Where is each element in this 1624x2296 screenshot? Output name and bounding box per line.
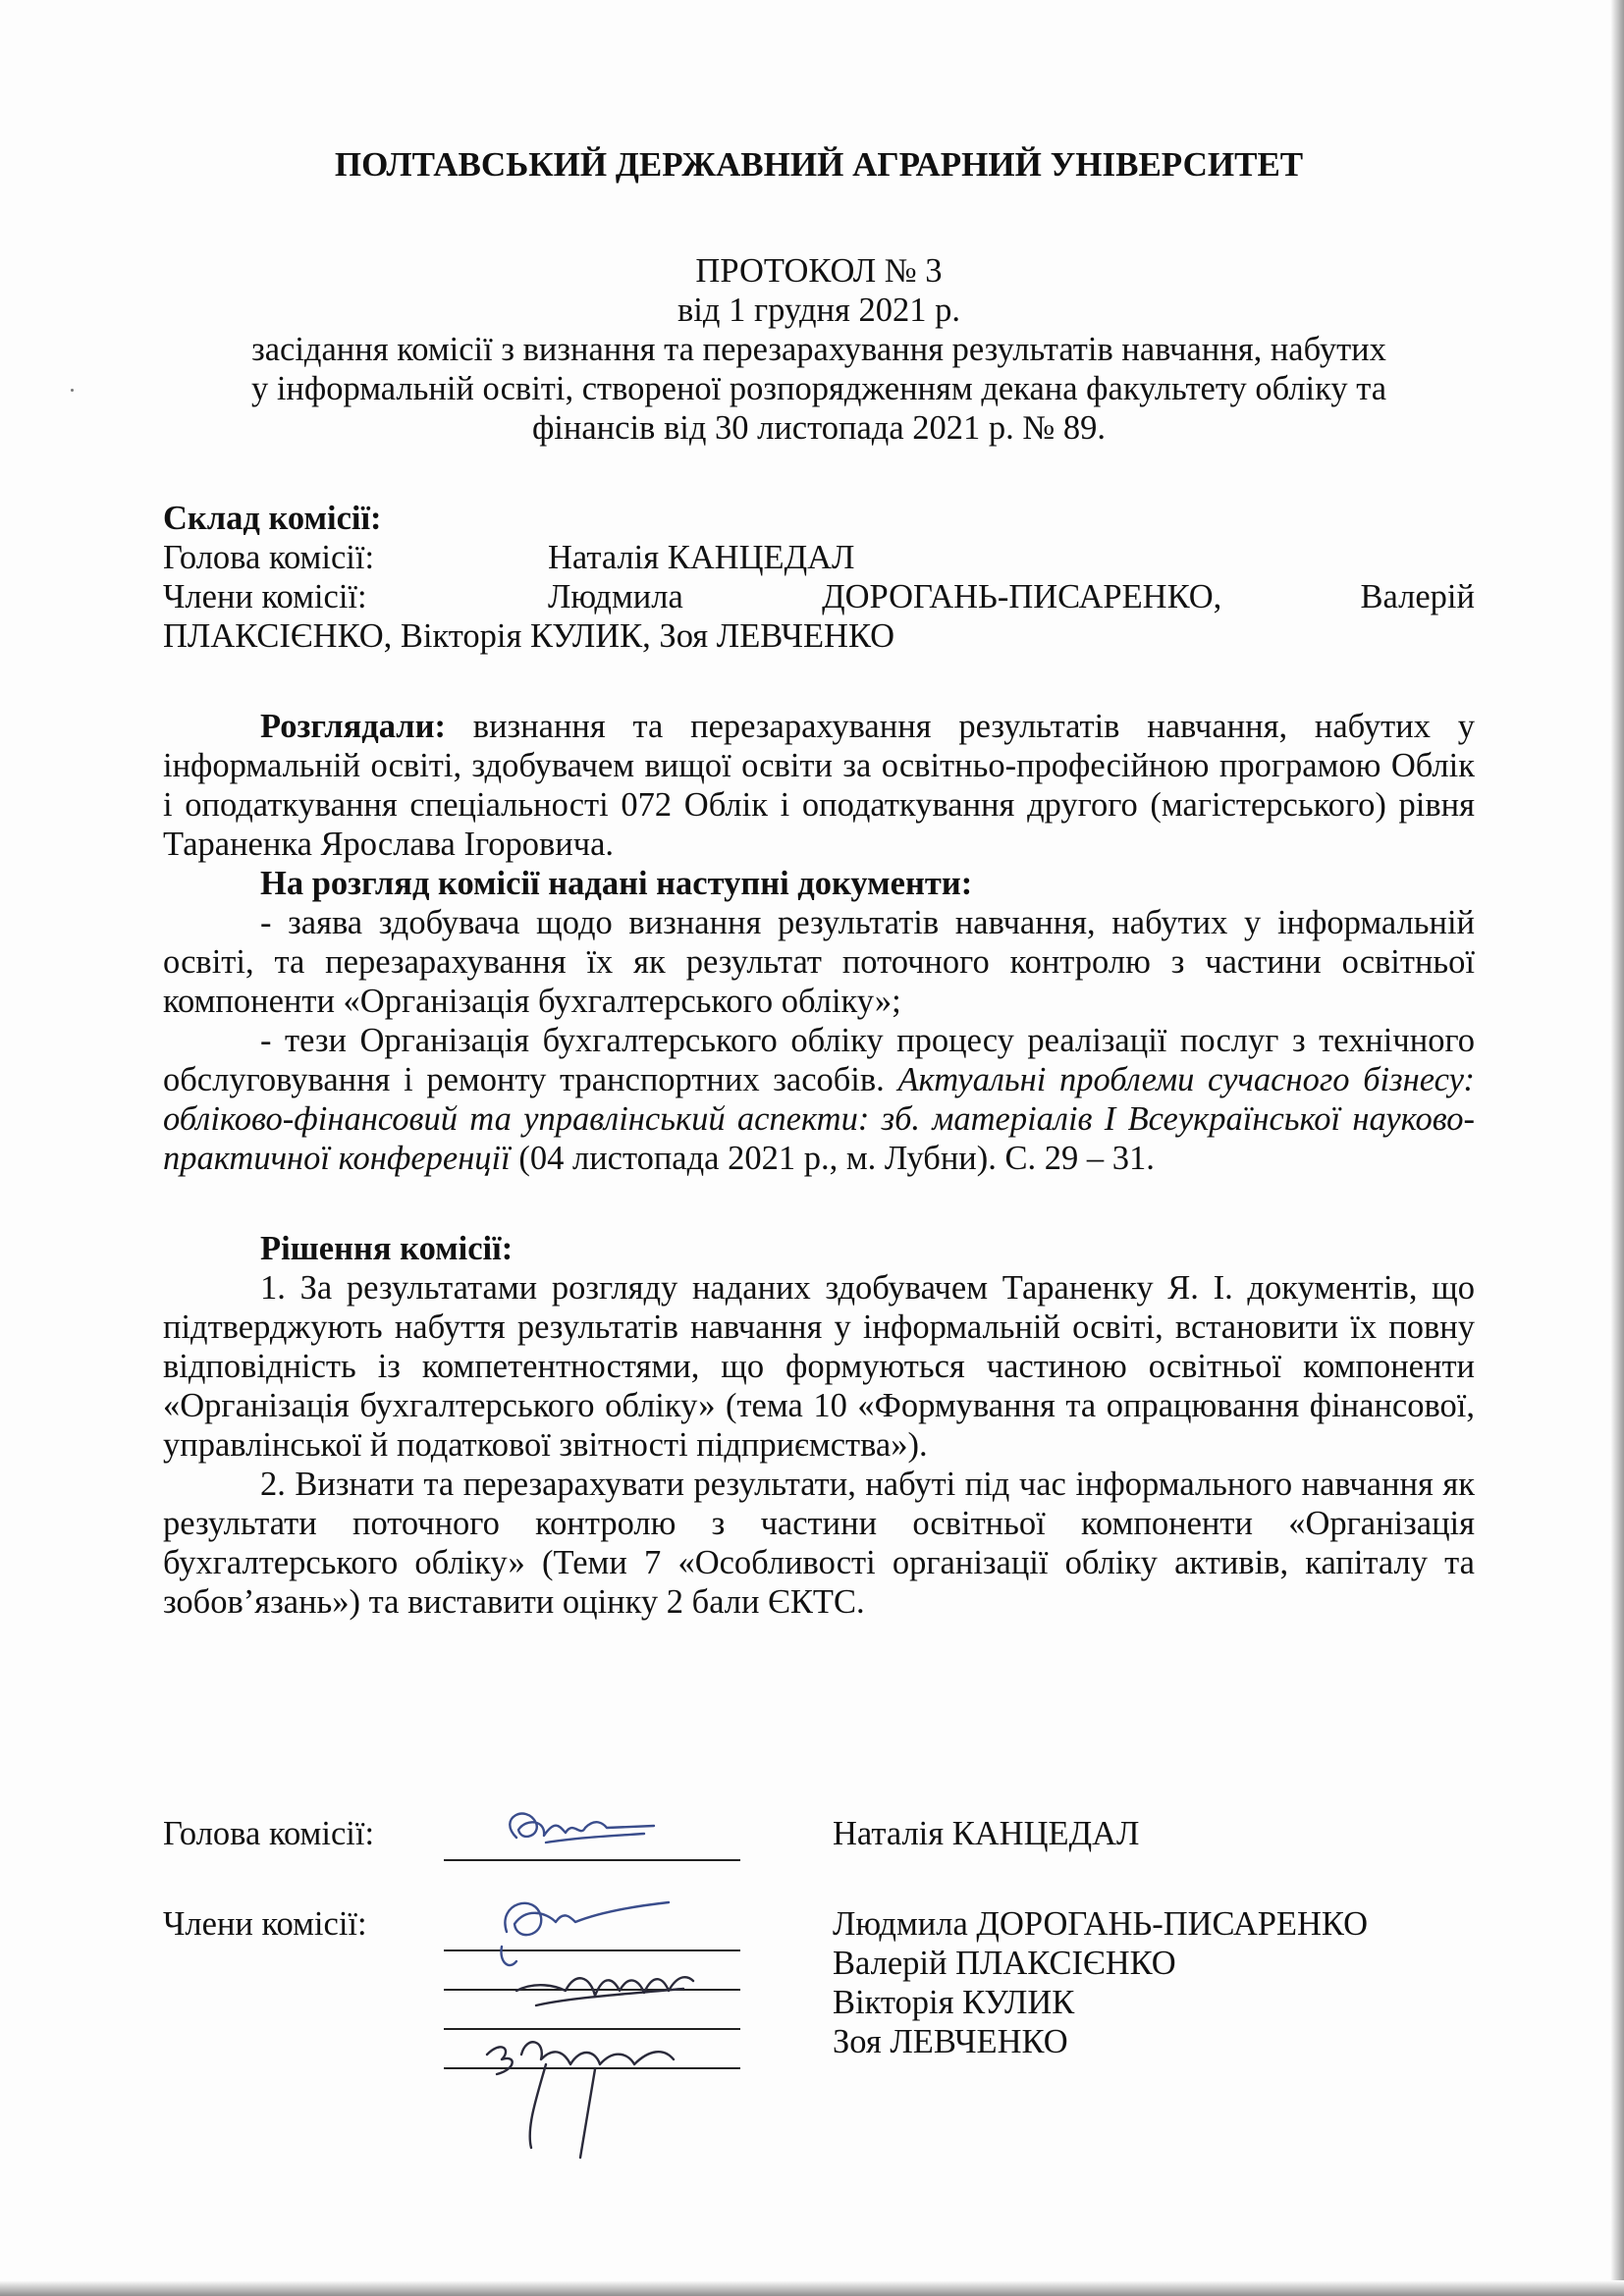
considered-text: визнання та перезарахування результатів навчання, набутих у інформальній освіті, здобувачем вищої освіти за освітньо-професійною програмою Облік і оподаткування спеціальності 072 Облік і оподаткування другого (магістерського) рівня Тараненка Ярослава Ігоровича. bbox=[163, 708, 1475, 863]
considered-label: Розглядали: bbox=[260, 708, 446, 745]
university-title: ПОЛТАВСЬКИЙ ДЕРЖАВНИЙ АГРАРНИЙ УНІВЕРСИТЕТ bbox=[334, 145, 1304, 184]
signature-member-name: Вікторія КУЛИК bbox=[833, 1984, 1075, 2021]
considered-paragraph bbox=[163, 707, 1475, 864]
chair-row bbox=[163, 538, 1475, 577]
document-item-source: Актуальні проблеми сучасного бізнесу: обліково-фінансовий та управлінський аспекти: зб. матеріалів I Всеукраїнської науково-практичної конференції bbox=[163, 1061, 1475, 1177]
documents-heading: На розгляд комісії надані наступні документи: bbox=[260, 865, 973, 902]
signature-members-label: Члени комісії: bbox=[163, 1905, 367, 1943]
member-first-name: Валерій bbox=[1360, 578, 1475, 615]
signature-member-name: Людмила ДОРОГАНЬ-ПИСАРЕНКО bbox=[833, 1905, 1368, 1943]
signature-member-name: Зоя ЛЕВЧЕНКО bbox=[833, 2023, 1068, 2060]
signature-chair-handwriting bbox=[487, 1798, 664, 1867]
signatures-block bbox=[163, 1814, 1475, 2207]
scan-artifact bbox=[71, 389, 74, 392]
protocol-description-line: засідання комісії з визнання та перезарахування результатів навчання, набутих bbox=[251, 331, 1386, 368]
document-body bbox=[163, 145, 1475, 1622]
member-first-name: Людмила bbox=[548, 578, 683, 615]
chair-name: Наталія КАНЦЕДАЛ bbox=[548, 539, 855, 576]
chair-label: Голова комісії: bbox=[163, 539, 375, 576]
signature-member4-handwriting bbox=[467, 2010, 693, 2167]
commission-composition bbox=[163, 499, 1475, 656]
scan-edge-right bbox=[1610, 0, 1624, 2296]
members-continued: ПЛАКСІЄНКО, Вікторія КУЛИК, Зоя ЛЕВЧЕНКО bbox=[163, 617, 895, 655]
document-item-tail: (04 листопада 2021 р., м. Лубни). С. 29 – 31. bbox=[510, 1140, 1155, 1177]
protocol-description-line: фінансів від 30 листопада 2021 р. № 89. bbox=[531, 409, 1107, 447]
document-item bbox=[163, 1021, 1475, 1178]
protocol-date: від 1 грудня 2021 р. bbox=[677, 292, 960, 329]
document-item: - заява здобувача щодо визнання результатів навчання, набутих у інформальній освіті, та перезарахування їх як результат поточного контролю з частини освітньої компоненти «Організація бухгалтерського обліку»; bbox=[163, 904, 1475, 1020]
protocol-header bbox=[163, 251, 1475, 448]
decision-item: 2. Визнати та перезарахувати результати, набуті під час інформального навчання як результати поточного контролю з частини освітньої компоненти «Організація бухгалтерського обліку» (Теми 7 «Особливості організації обліку активів, капіталу та зобов’язань») та виставити оцінку 2 бали ЄКТС. bbox=[163, 1466, 1475, 1621]
decision-heading: Рішення комісії: bbox=[260, 1230, 514, 1267]
members-line bbox=[548, 577, 1475, 616]
member-surname: ДОРОГАНЬ-ПИСАРЕНКО, bbox=[822, 578, 1222, 615]
scan-edge-bottom bbox=[0, 2280, 1624, 2296]
document-item-text: - тези Організація бухгалтерського обліку процесу реалізації послуг з технічного обслуговування і ремонту транспортних засобів. bbox=[163, 1022, 1475, 1098]
members-row bbox=[163, 577, 1475, 616]
signature-chair-label: Голова комісії: bbox=[163, 1815, 375, 1852]
composition-heading: Склад комісії: bbox=[163, 500, 382, 537]
signature-member-name: Валерій ПЛАКСІЄНКО bbox=[833, 1945, 1176, 1982]
protocol-description-line: у інформальній освіті, створеної розпорядженням декана факультету обліку та bbox=[250, 370, 1387, 407]
protocol-number: ПРОТОКОЛ № 3 bbox=[695, 252, 943, 290]
members-label: Члени комісії: bbox=[163, 578, 367, 615]
decision-item: 1. За результатами розгляду наданих здобувачем Тараненку Я. І. документів, що підтверджують набуття результатів навчання у інформальній освіті, встановити їх повну відповідність із компетентностями, що формуються частиною освітньої компоненти «Організація бухгалтерського обліку» (тема 10 «Формування та опрацювання фінансової, управлінської й податкової звітності підприємства»). bbox=[163, 1269, 1475, 1464]
signature-chair-name: Наталія КАНЦЕДАЛ bbox=[833, 1815, 1140, 1852]
